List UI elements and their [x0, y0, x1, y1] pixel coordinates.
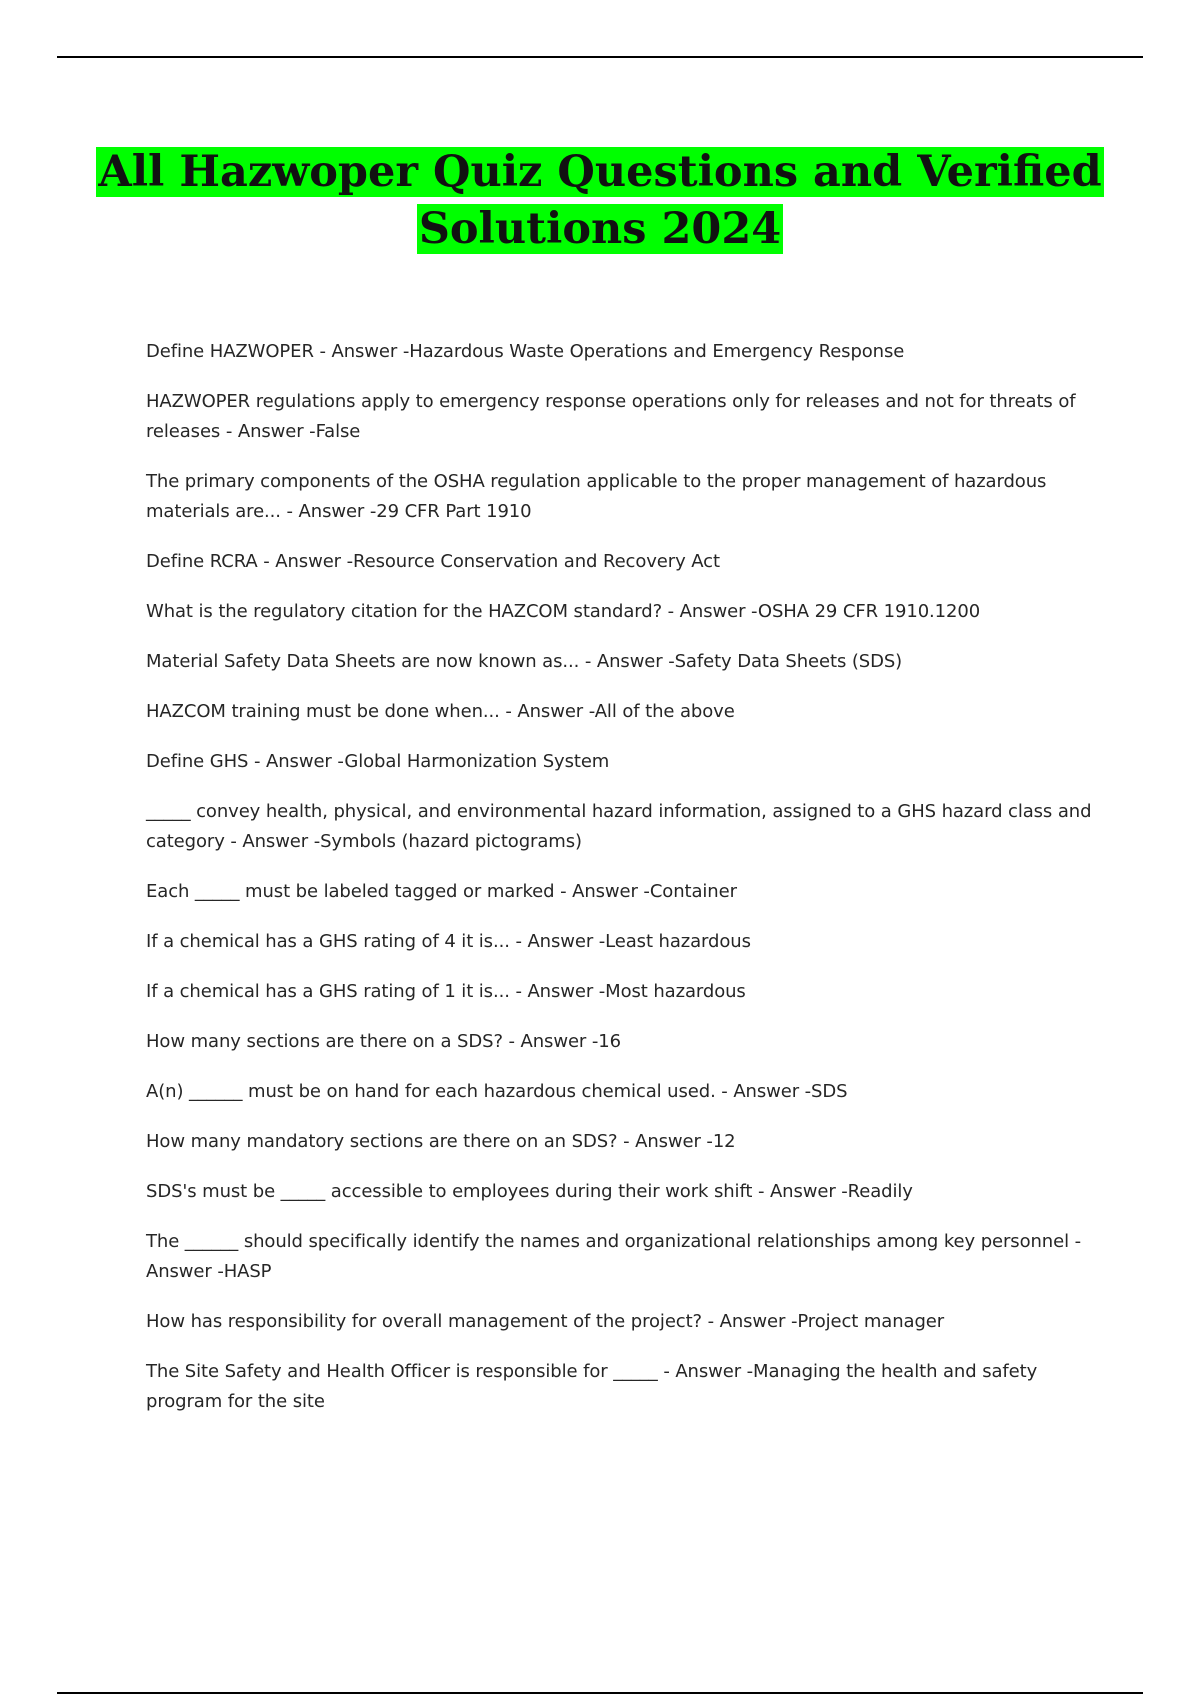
qa-item: How has responsibility for overall management of the project? - Answer -Project manager — [146, 1311, 945, 1332]
qa-item: The primary components of the OSHA regulation applicable to the proper management of hazardous materials are... - Answer -29 CFR Part 1910 — [146, 471, 1047, 522]
qa-item: Each _____ must be labeled tagged or marked - Answer -Container — [146, 881, 737, 902]
qa-item: What is the regulatory citation for the HAZCOM standard? - Answer -OSHA 29 CFR 1910.1200 — [146, 601, 981, 622]
qa-item: If a chemical has a GHS rating of 4 it is... - Answer -Least hazardous — [146, 931, 751, 952]
title-block — [80, 144, 1120, 258]
qa-item: How many sections are there on a SDS? - Answer -16 — [146, 1031, 621, 1052]
document-title-text: All Hazwoper Quiz Questions and Verified Solutions 2024 — [98, 147, 1102, 254]
qa-item: If a chemical has a GHS rating of 1 it is... - Answer -Most hazardous — [146, 981, 746, 1002]
qa-item: SDS's must be _____ accessible to employees during their work shift - Answer -Readily — [146, 1181, 913, 1202]
qa-list — [146, 337, 1096, 1437]
qa-item: HAZWOPER regulations apply to emergency response operations only for releases and not for threats of releases - Answer -False — [146, 391, 1076, 442]
qa-item: HAZCOM training must be done when... - Answer -All of the above — [146, 701, 735, 722]
qa-item: The ______ should specifically identify the names and organizational relationships among key personnel - Answer -HASP — [146, 1231, 1081, 1282]
qa-item: Material Safety Data Sheets are now known as... - Answer -Safety Data Sheets (SDS) — [146, 651, 903, 672]
qa-item: _____ convey health, physical, and environmental hazard information, assigned to a GHS hazard class and category - Answer -Symbols (hazard pictograms) — [146, 801, 1092, 852]
bottom-rule — [57, 1692, 1143, 1694]
document-title — [80, 144, 1120, 258]
qa-item: How many mandatory sections are there on an SDS? - Answer -12 — [146, 1131, 736, 1152]
qa-item: Define HAZWOPER - Answer -Hazardous Waste Operations and Emergency Response — [146, 341, 905, 362]
qa-item: The Site Safety and Health Officer is responsible for _____ - Answer -Managing the health and safety program for the site — [146, 1361, 1038, 1412]
top-rule — [57, 56, 1143, 58]
qa-item: Define GHS - Answer -Global Harmonization System — [146, 751, 610, 772]
qa-item: A(n) ______ must be on hand for each hazardous chemical used. - Answer -SDS — [146, 1081, 848, 1102]
qa-item: Define RCRA - Answer -Resource Conservation and Recovery Act — [146, 551, 720, 572]
